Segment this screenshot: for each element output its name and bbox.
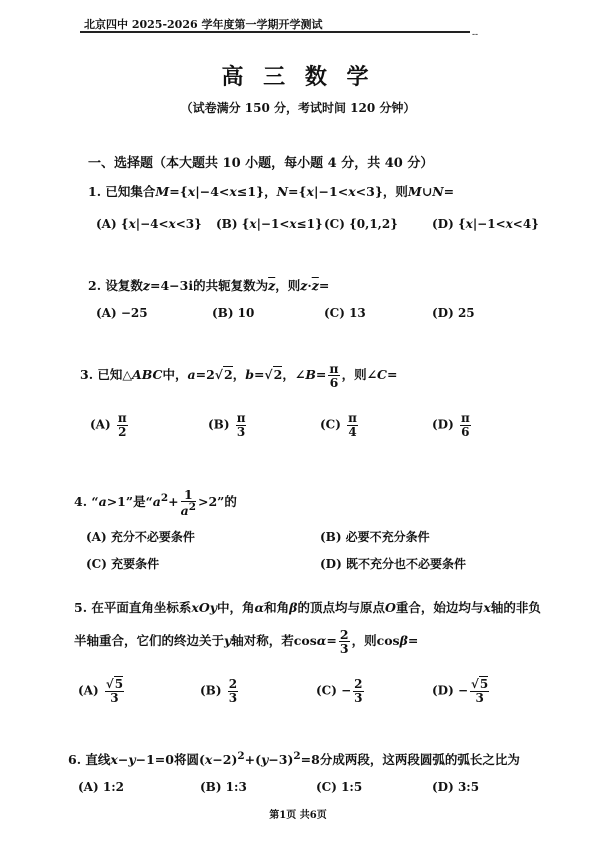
q6-option-a[interactable]: (A) 1:2 xyxy=(78,780,124,794)
question-2: 2. 设复数z=4−3i的共轭复数为$\overline{z}$，则$z\cdot\overline{z}=$ xyxy=(88,278,330,293)
q5-option-c[interactable]: (C) − $\frac{2}{3}$ xyxy=(316,677,363,705)
q1-option-d[interactable]: (D) {x|−1<x<4} xyxy=(432,217,539,231)
header-rule xyxy=(80,31,470,33)
q1-option-a[interactable]: (A) {x|−4<x<3} xyxy=(96,217,202,231)
exam-subtitle: （试卷满分 150 分，考试时间 120 分钟） xyxy=(180,101,416,115)
q2-option-d[interactable]: (D) 25 xyxy=(432,306,475,320)
question-6: 6. 直线x−y−1=0将圆$(x-2)^2+(y-3)^2=8$分成两段，这两段圆弧的弧长之比为 xyxy=(68,750,520,768)
q5-option-b[interactable]: (B) $\frac{2}{3}$ xyxy=(200,677,238,705)
q4-option-d[interactable]: (D) 既不充分也不必要条件 xyxy=(320,557,466,571)
q1-option-b[interactable]: (B) {x|−1<x≤1} xyxy=(216,217,323,231)
q6-option-d[interactable]: (D) 3:5 xyxy=(432,780,480,794)
q4-option-b[interactable]: (B) 必要不充分条件 xyxy=(320,530,430,544)
q1-option-c[interactable]: (C) {0,1,2} xyxy=(324,217,398,231)
question-1: 1. 已知集合M={x|−4<x≤1}，N={x|−1<x<3}，则M∪N= xyxy=(88,184,455,199)
q4-option-a[interactable]: (A) 充分不必要条件 xyxy=(86,530,195,544)
q3-option-b[interactable]: (B) $\frac{\pi}{3}$ xyxy=(208,411,246,439)
question-3: 3. 已知△ABC中，a=2√2，b=√2，∠B= $\frac{\pi}{6}$ ，则∠C= xyxy=(80,361,398,391)
q2-option-a[interactable]: (A) −25 xyxy=(96,306,148,320)
q3-option-a[interactable]: (A) $\frac{\pi}{2}$ xyxy=(90,411,127,439)
question-5-line-2: 半轴重合，它们的终边关于y轴对称，若cosα= $\frac{2}{3}$ ，则cosβ= xyxy=(74,627,419,657)
question-4: 4. “a>1”是“$a^2+$ $\frac{1}{a^2}$ >2”的 xyxy=(74,487,237,519)
question-5-line-1: 5. 在平面直角坐标系xOy中，角α和角β的顶点均与原点O重合，始边均与x轴的非负 xyxy=(74,600,541,615)
exam-header: 北京四中 2025-2026 学年度第一学期开学测试 xyxy=(84,18,323,31)
q5-option-d[interactable]: (D) − $\frac{√5}{3}$ xyxy=(432,677,489,705)
page-title: 高 三 数 学 xyxy=(221,64,375,90)
page-footer: 第1页 共6页 xyxy=(269,810,327,821)
q2-option-b[interactable]: (B) 10 xyxy=(212,306,255,320)
q3-option-d[interactable]: (D) $\frac{\pi}{6}$ xyxy=(432,411,470,439)
section-heading: 一、选择题（本大题共 10 小题，每小题 4 分，共 40 分） xyxy=(88,156,434,171)
q2-option-c[interactable]: (C) 13 xyxy=(324,306,366,320)
header-dash: -- xyxy=(472,30,479,40)
q4-option-c[interactable]: (C) 充要条件 xyxy=(86,557,160,571)
q6-option-b[interactable]: (B) 1:3 xyxy=(200,780,247,794)
q3-option-c[interactable]: (C) $\frac{\pi}{4}$ xyxy=(320,411,357,439)
q6-option-c[interactable]: (C) 1:5 xyxy=(316,780,363,794)
q5-option-a[interactable]: (A) $\frac{√5}{3}$ xyxy=(78,677,124,705)
